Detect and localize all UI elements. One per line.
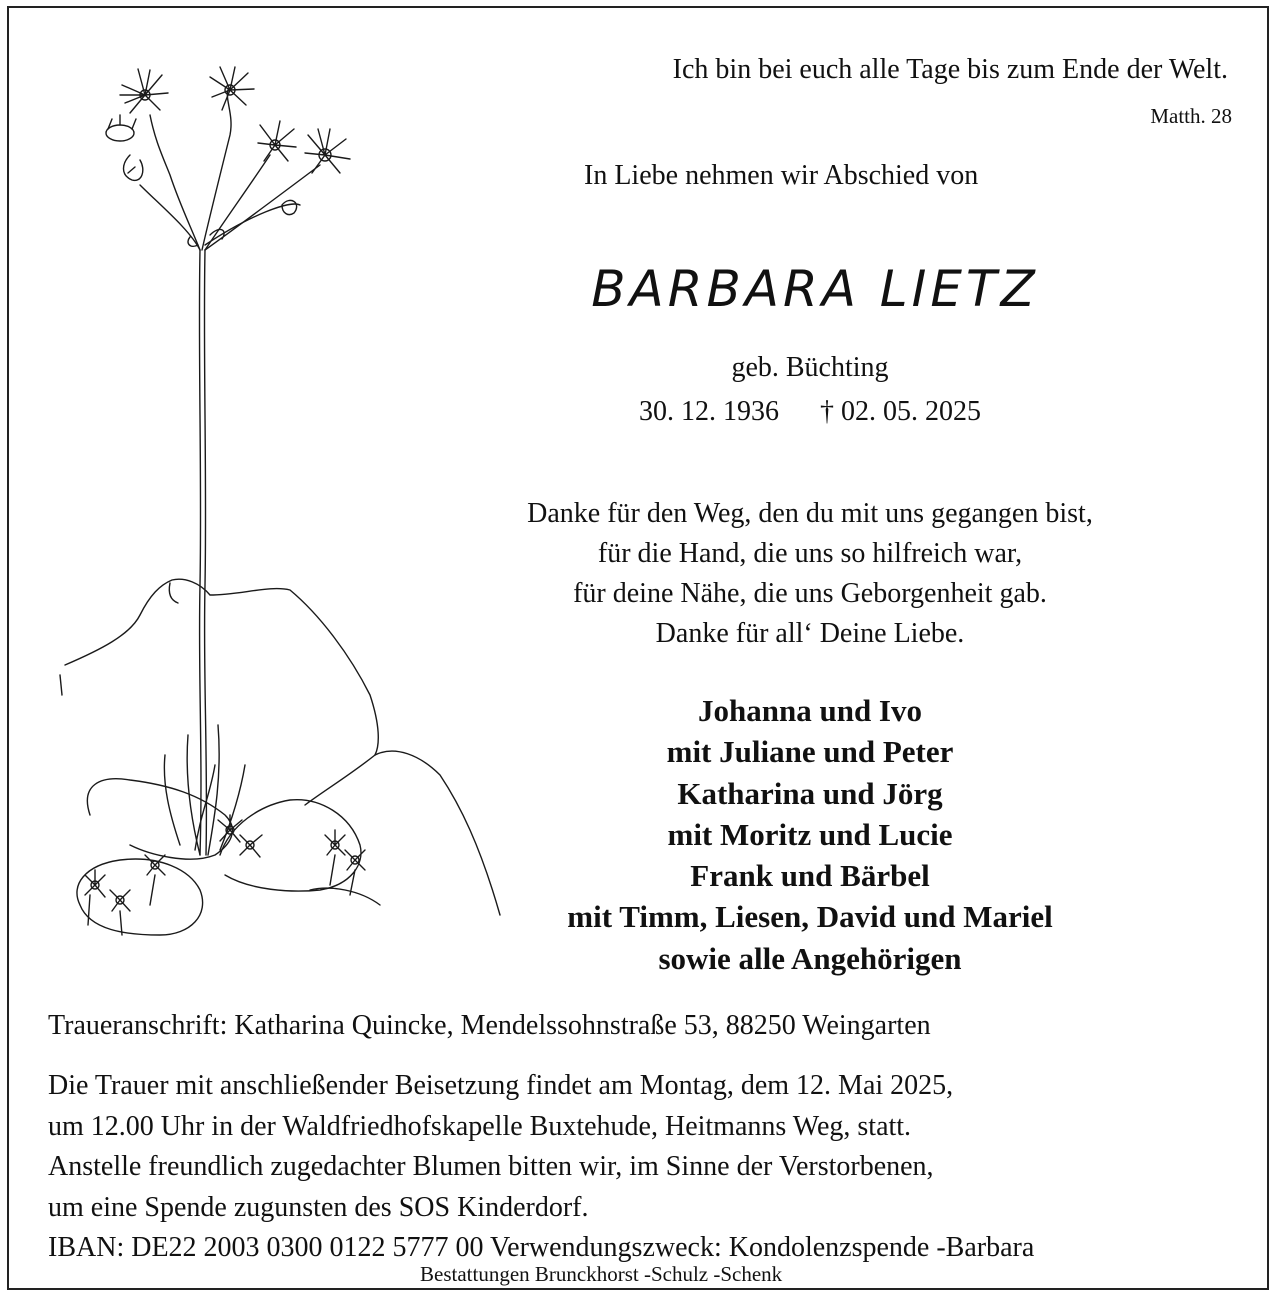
intro-text: In Liebe nehmen wir Abschied von — [584, 160, 979, 191]
poem-line: für die Hand, die uns so hilfreich war, — [597, 538, 1023, 569]
birth-date: 30. 12. 1936 — [639, 396, 779, 427]
info-line: Anstelle freundlich zugedachter Blumen bitten wir, im Sinne der Verstorbenen, — [48, 1151, 934, 1182]
bible-quote: Ich bin bei euch alle Tage bis zum Ende der Welt. — [672, 54, 1228, 85]
info-line: um 12.00 Uhr in der Waldfriedhofskapelle Buxtehude, Heitmanns Weg, statt. — [48, 1110, 912, 1142]
death-date: † 02. 05. 2025 — [820, 396, 981, 427]
info-line: um eine Spende zugunsten des SOS Kinderdorf. — [48, 1191, 589, 1223]
family-line: sowie alle Angehörigen — [658, 940, 962, 976]
mourning-address: Traueranschrift: Katharina Quincke, Mendelssohnstraße 53, 88250 Weingarten — [48, 1010, 931, 1041]
family-line: mit Juliane und Peter — [666, 734, 954, 770]
info-line: Die Trauer mit anschließender Beisetzung findet am Montag, dem 12. Mai 2025, — [48, 1070, 954, 1101]
flower-drawing — [50, 55, 510, 975]
maiden-name: geb. Büchting — [731, 352, 889, 383]
life-dates — [460, 396, 1160, 428]
family-line: Frank und Bärbel — [690, 858, 930, 894]
poem-line: Danke für den Weg, den du mit uns gegangen bist, — [527, 498, 1093, 529]
bible-reference: Matth. 28 — [1150, 104, 1232, 128]
info-line: IBAN: DE22 2003 0300 0122 5777 00 Verwendungszweck: Kondolenzspende -Barbara — [48, 1232, 1035, 1263]
poem-line: Danke für all‘ Deine Liebe. — [655, 618, 965, 649]
family-line: mit Timm, Liesen, David und Mariel — [567, 899, 1053, 935]
family-line: Katharina und Jörg — [677, 775, 943, 811]
funeral-info — [48, 1066, 1034, 1269]
poem — [460, 494, 1160, 654]
family-list — [460, 690, 1160, 979]
poem-line: für deine Nähe, die uns Geborgenheit gab. — [573, 578, 1047, 609]
family-line: mit Moritz und Lucie — [667, 816, 953, 852]
deceased-name: BARBARA LIETZ — [591, 260, 1039, 318]
undertaker-name: Bestattungen Brunckhorst -Schulz -Schenk — [420, 1262, 783, 1286]
family-line: Johanna und Ivo — [697, 693, 922, 728]
